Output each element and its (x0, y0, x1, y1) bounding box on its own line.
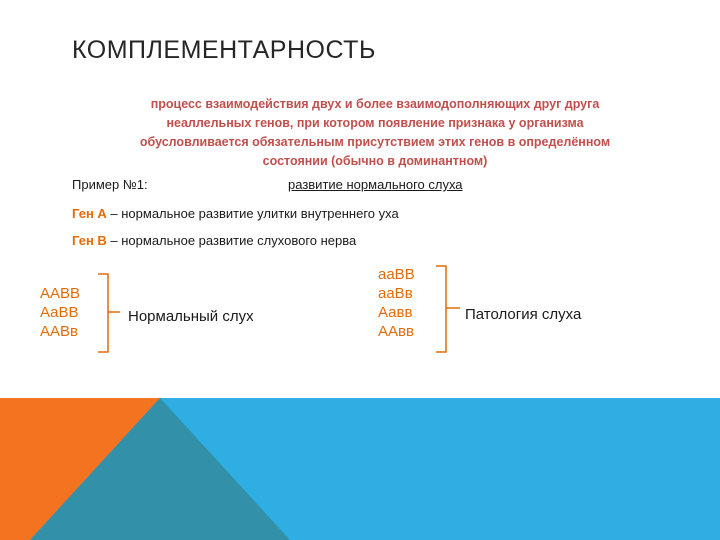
example-topic: развитие нормального слуха (288, 177, 463, 192)
normal-hearing-label: Нормальный слух (128, 308, 254, 325)
left-genotype-list (40, 284, 80, 341)
genotype-item: ААВв (40, 323, 78, 340)
gene-a-line (72, 206, 399, 221)
gene-b-line (72, 233, 356, 248)
left-bracket-icon (94, 272, 124, 356)
genotype-item: АаВВ (40, 304, 79, 321)
gene-a-name: Ген А (72, 206, 107, 221)
definition-line: процесс взаимодействия двух и более взаимодополняющих друг друга (150, 97, 600, 111)
page-title: КОМПЛЕМЕНТАРНОСТЬ (72, 36, 376, 64)
definition-text (110, 95, 640, 171)
right-bracket-icon (432, 264, 464, 356)
definition-line: неаллельных генов, при котором появление признака у организма (166, 116, 584, 130)
gene-b-name: Ген В (72, 233, 107, 248)
definition-line: обусловливается обязательным присутствием этих генов в определённом (139, 135, 611, 149)
genotype-item: Аавв (378, 304, 413, 321)
right-genotype-list (378, 265, 415, 341)
gene-a-description: – нормальное развитие улитки внутреннего уха (106, 206, 399, 221)
genotype-item: ААВВ (40, 285, 81, 302)
genotype-item: ааВв (378, 285, 413, 302)
gene-b-description: – нормальное развитие слухового нерва (106, 233, 357, 248)
genotype-item: ааВВ (378, 266, 415, 283)
definition-line: состоянии (обычно в доминантном) (262, 154, 488, 168)
hearing-pathology-label: Патология слуха (465, 306, 582, 323)
genotype-item: ААвв (378, 323, 414, 340)
example-label: Пример №1: (72, 177, 148, 192)
